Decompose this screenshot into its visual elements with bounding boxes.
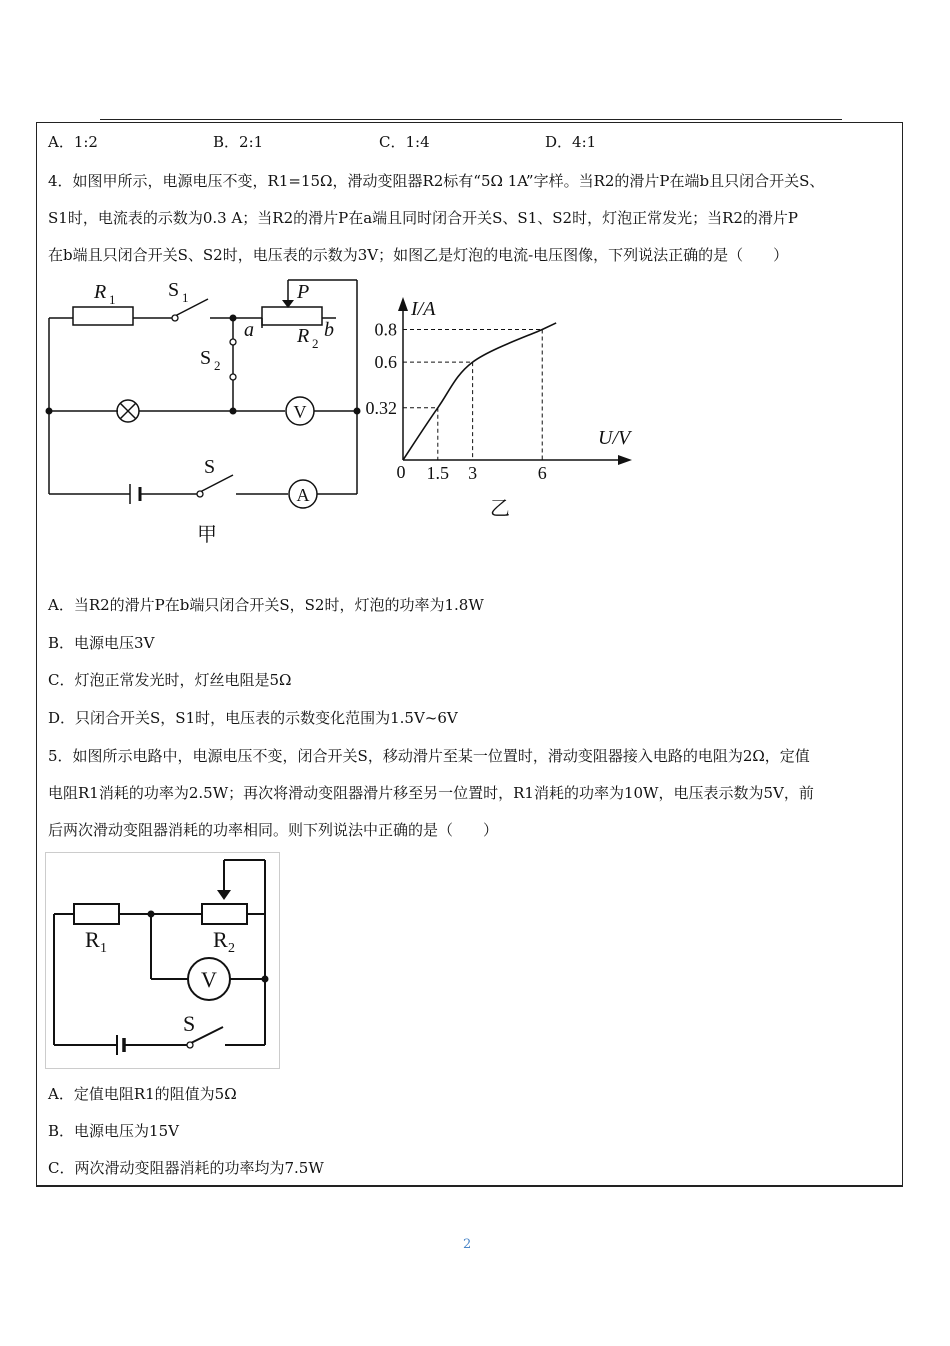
x-axis-label: U/V [598,427,631,449]
ammeter-label: A [296,485,310,505]
q5-option-c: C．两次滑动变阻器消耗的功率均为7.5W [48,1159,324,1177]
label-r1-sub: 1 [100,941,107,956]
rheostat-r2 [262,307,322,325]
label-b: b [324,319,334,341]
rheostat-r2 [202,904,247,924]
label-s1-sub: 1 [182,290,189,305]
resistor-r1 [74,904,119,924]
label-r1-sub: 1 [109,292,116,307]
chart-yi [355,285,655,525]
label-a: a [244,319,254,341]
switch-s [191,1027,223,1043]
y-axis-label: I/A [411,298,436,320]
caption-yi: 乙 [490,498,510,520]
label-r1: R [85,927,100,952]
q5-stem-line-3: 后两次滑动变阻器消耗的功率相同。则下列说法中正确的是（ ） [48,821,499,839]
label-s2: S [200,347,212,369]
y-tick-label: 0.6 [374,352,397,373]
label-r1: R [94,281,107,303]
circuit-diagram-q5 [45,852,281,1070]
q4-stem-line-3: 在b端且只闭合开关S、S2时，电压表的示数为3V；如图乙是灯泡的电流-电压图像，下列说法正确的是（ ） [48,246,789,264]
q4-option-d: D．只闭合开关S，S1时，电压表的示数变化范围为1.5V~6V [48,709,458,727]
x-axis-arrow-icon [618,455,632,465]
label-s: S [204,456,216,478]
origin-label: 0 [396,462,406,482]
q4-option-c: C．灯泡正常发光时，灯丝电阻是5Ω [48,671,292,689]
label-r2-sub: 2 [312,336,319,351]
iu-curve [403,323,556,460]
q3-option-d: D．4:1 [545,133,597,151]
q3-option-c: C．1:4 [379,133,430,151]
q4-stem-line-1: 4．如图甲所示，电源电压不变，R1=15Ω，滑动变阻器R2标有“5Ω 1A”字样。当R2的滑片P在端b且只闭合开关S、 [48,172,825,190]
label-s1: S [168,279,180,301]
slider-arrow-icon [217,890,231,900]
label-p: P [297,281,310,303]
page-number: 2 [463,1237,472,1252]
y-tick-label: 0.8 [374,319,397,340]
x-tick-label: 3 [468,463,478,483]
label-s: S [183,1011,196,1036]
label-r2-sub: 2 [228,941,235,956]
voltmeter-label: V [293,402,307,422]
q5-option-a: A．定值电阻R1的阻值为5Ω [48,1085,237,1103]
q5-stem-line-1: 5．如图所示电路中，电源电压不变，闭合开关S，移动滑片至某一位置时，滑动变阻器接入电路的电阻为2Ω，定值 [48,747,810,765]
voltmeter-label: V [201,967,217,992]
q4-option-a: A．当R2的滑片P在b端只闭合开关S，S2时，灯泡的功率为1.8W [48,596,484,614]
q3-option-a: A．1:2 [48,133,98,151]
y-axis-arrow-icon [398,297,408,311]
x-tick-label: 6 [537,463,547,483]
circuit-diagram-jia [40,270,380,560]
caption-jia: 甲 [197,524,217,546]
label-r2: R [213,927,228,952]
x-tick-label: 1.5 [426,463,450,483]
q4-option-b: B．电源电压3V [48,634,155,652]
resistor-r1 [73,307,133,325]
q5-stem-line-2: 电阻R1消耗的功率为2.5W；再次将滑动变阻器滑片移至另一位置时，R1消耗的功率为10W，电压表示数为5V，前 [48,784,814,802]
header-rule [100,119,842,120]
label-r2: R [297,325,310,347]
label-s2-sub: 2 [214,358,221,373]
q5-option-b: B．电源电压为15V [48,1122,179,1140]
switch-s1 [175,299,208,316]
q4-stem-line-2: S1时，电流表的示数为0.3 A；当R2的滑片P在a端且同时闭合开关S、S1、S2时，灯泡正常发光；当R2的滑片P [48,209,798,227]
q3-option-b: B．2:1 [213,133,264,151]
y-tick-label: 0.32 [365,397,397,418]
